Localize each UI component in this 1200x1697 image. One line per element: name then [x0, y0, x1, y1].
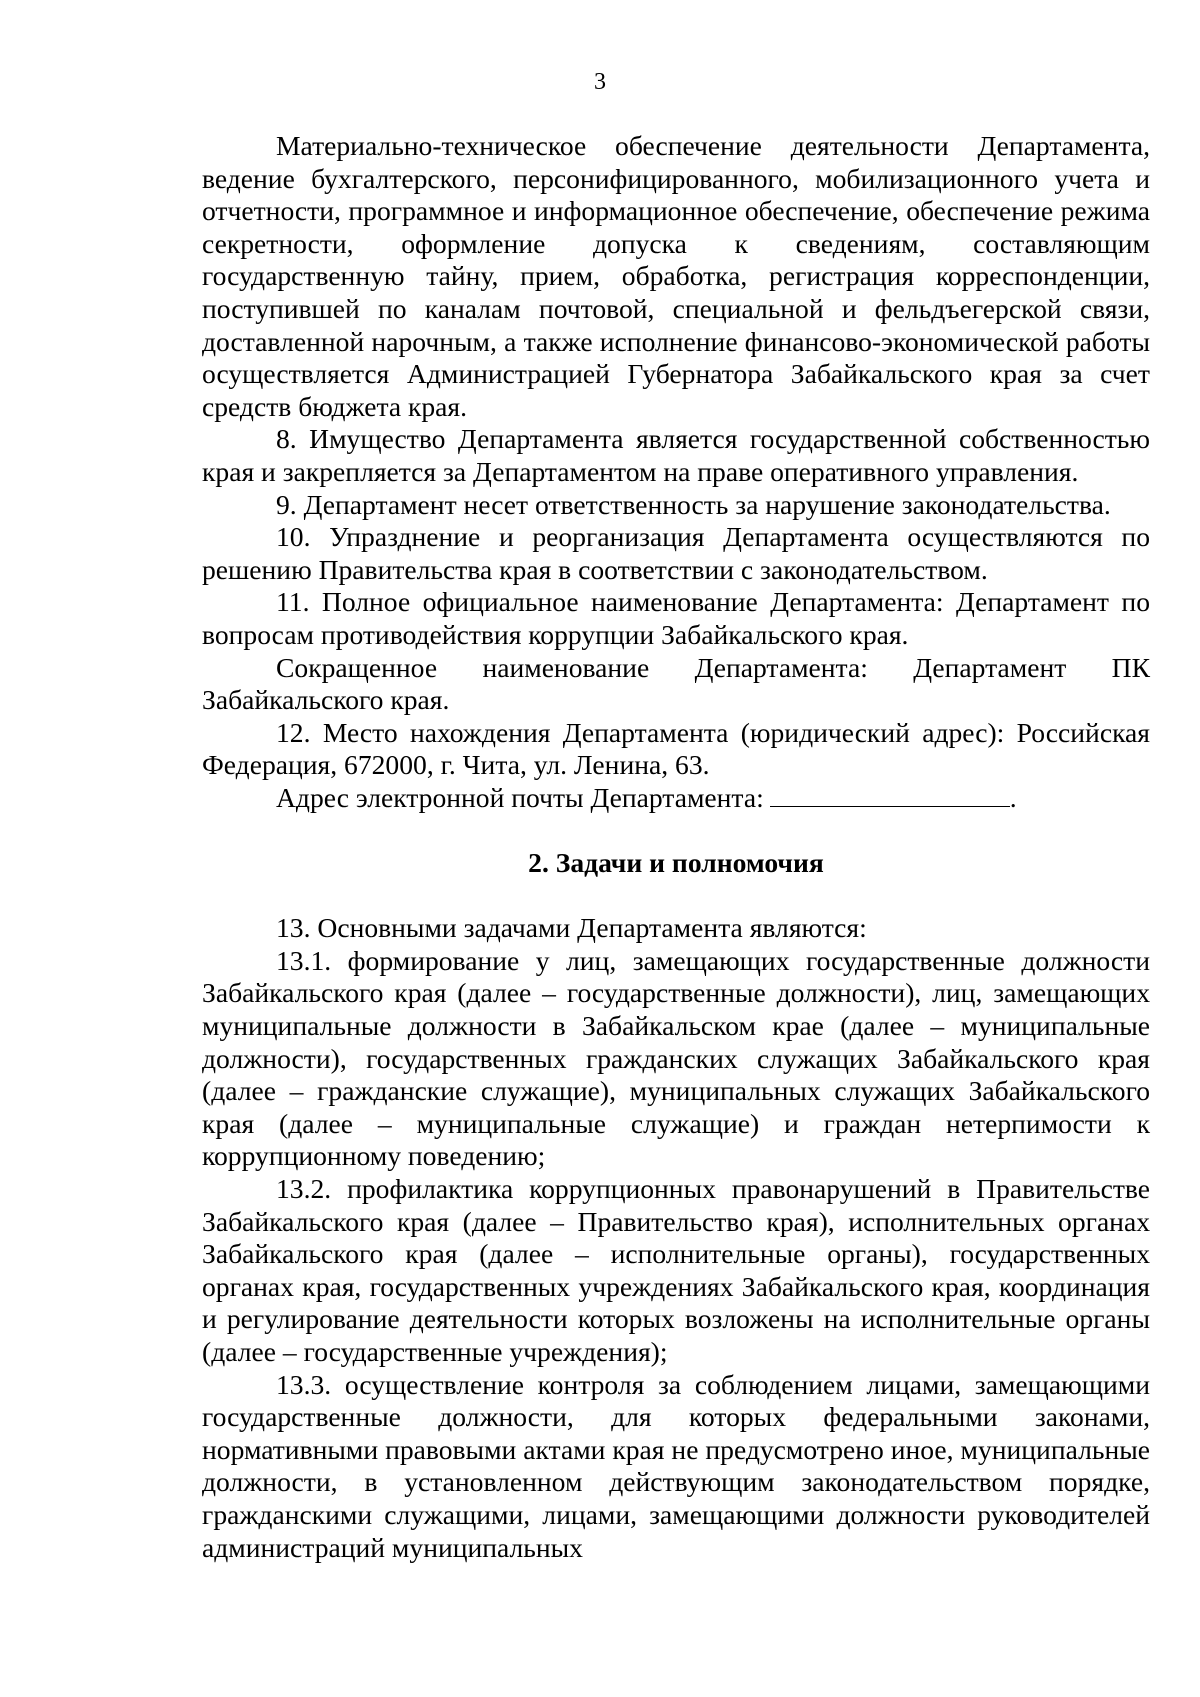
paragraph-13-tasks: 13. Основными задачами Департамента являются:: [276, 912, 867, 944]
paragraph-11-full-name: 11. Полное официальное наименование Департамента: Департамент по вопросам противодействия коррупции Забайкальского края.: [202, 586, 1150, 650]
section-heading: 2. Задачи и полномочия: [528, 847, 824, 879]
paragraph-13-1: 13.1. формирование у лиц, замещающих государственные должности Забайкальского края (далее – государственные должности), лиц, замещающих муниципальные должности в Забайкальском крае (далее – муниципальные должности), государственных гражданских служащих Забайкальского края (далее – гражданские служащие), муниципальных служащих Забайкальского края (далее – муниципальные служащие) и граждан нетерпимости к коррупционному поведению;: [202, 944, 1150, 1172]
email-blank-line: [770, 805, 1010, 807]
page-number: 3: [594, 69, 606, 95]
email-label: Адрес электронной почты Департамента:: [276, 781, 764, 813]
paragraph-9-responsibility: 9. Департамент несет ответственность за нарушение законодательства.: [276, 488, 1111, 520]
paragraph-13-2: 13.2. профилактика коррупционных правонарушений в Правительстве Забайкальского края (далее – Правительство края), исполнительных органах Забайкальского края (далее – исполнительные органы), государственных органах края, государственных учреждениях Забайкальского края, координация и регулирование деятельности которых возложены на исполнительные органы (далее – государственные учреждения);: [202, 1173, 1150, 1367]
paragraph-8-property: 8. Имущество Департамента является государственной собственностью края и закрепляется за Департаментом на праве оперативного управления.: [202, 423, 1150, 487]
paragraph-short-name: Сокращенное наименование Департамента: Департамент ПК Забайкальского края.: [202, 651, 1150, 716]
paragraph-email: [202, 782, 1150, 815]
email-end: .: [1009, 781, 1017, 813]
paragraph-10-reorganization: 10. Упразднение и реорганизация Департамента осуществляются по решению Правительства края в соответствии с законодательством.: [202, 521, 1150, 585]
paragraph-13-3: 13.3. осуществление контроля за соблюдением лицами, замещающими государственные должности, для которых федеральными законами, нормативными правовыми актами края не предусмотрено иное, муниципальные должности, в установленном действующим законодательством порядке, гражданскими служащими, лицами, замещающими должности руководителей администраций муниципальных: [202, 1368, 1150, 1563]
document-body: [202, 130, 1150, 1564]
paragraph-12-address: 12. Место нахождения Департамента (юридический адрес): Российская Федерация, 672000, г. Чита, ул. Ленина, 63.: [202, 716, 1150, 781]
paragraph-material-support: Материально-техническое обеспечение деятельности Департамента, ведение бухгалтерского, персонифицированного, мобилизационного учета и отчетности, программное и информационное обеспечение, обеспечение режима секретности, оформление допуска к сведениям, составляющим государственную тайну, прием, обработка, регистрация корреспонденции, поступившей по каналам почтовой, специальной и фельдъегерской связи, доставленной нарочным, а также исполнение финансово-экономической работы осуществляется Администрацией Губернатора Забайкальского края за счет средств бюджета края.: [202, 130, 1150, 422]
